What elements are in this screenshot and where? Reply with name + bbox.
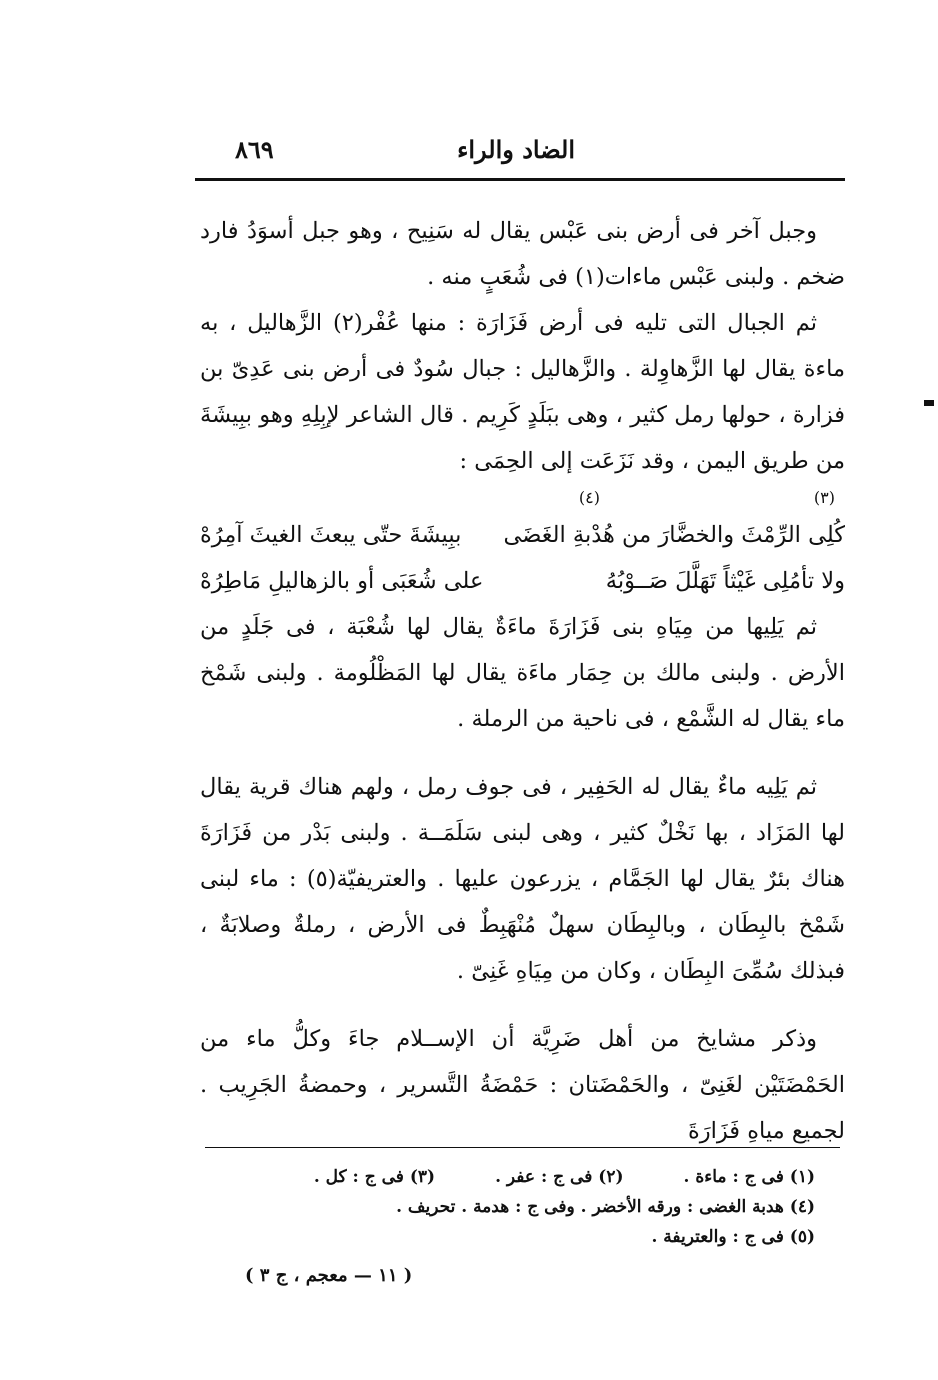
- running-header: [195, 135, 845, 175]
- running-title: الضاد والراء: [457, 135, 575, 164]
- poem: [200, 484, 845, 604]
- signature-line: ( ١١ — معجم ، ج ٣ ): [245, 1265, 413, 1286]
- poem-note-markers: [200, 484, 845, 512]
- paragraph-4: ثم يَلِيه ماءٌ يقال له الحَفِير ، فى جوف رمل ، ولهم هناك قرية يقال لها المَزَاد ، بها نَخْلٌ كثير ، وهى لبنى سَلَمَــة . ولبنى بَدْر من فَزَارَةَ هناك بئرٌ يقال لها الجَمَّام ، يزرعون عليها . والعتريفيّة(٥) : ماء لبنى شَمْخ بالبِطَان ، وبالبِطَان سهلٌ مُنْهَبِطٌ فى الأرض ، رملةٌ وصلابَةٌ ، فبذلك سُمِّىَ البِطَان ، وكان من مِيَاهِ غَنِىّ .: [200, 774, 845, 984]
- paragraph-5: وذكر مشايخ من أهل ضَرِيَّة أن الإســلام جاءَ وكلُّ ماء من الحَمْضَتَيْن لغَنِىّ ، والحَمْضَتان : حَمْضَةُ التَّسرير ، وحمضةُ الجَرِيب . لجميع مياهِ فَزَارَةَ: [200, 1026, 845, 1144]
- main-text: [200, 208, 845, 1154]
- footnote-rule: [205, 1147, 840, 1148]
- footnote-2: (٢) فى ج : عفر .: [495, 1167, 624, 1187]
- poem-verse-2: [200, 558, 845, 604]
- footnote-1: (١) فى ج : ماءة .: [683, 1167, 815, 1187]
- margin-mark: [924, 400, 934, 406]
- paragraph-2: ثم الجبال التى تليه فى أرض فَزَارَة : منها عُفْر(٢) الزَّهاليل ، به ماءة يقال لها الزَّهاوِلة . والزَّهاليل : جبال سُودٌ فى أرض بنى عَدِىّ بن فزارة ، حولها رمل كثير ، وهى ببَلَدٍ كَرِيم . قال الشاعر لإبِلِهِ وهو ببِيشَةَ من طريق اليمن ، وقد نَزَعَت إلى الحِمَى :: [200, 310, 845, 474]
- header-rule: [195, 178, 845, 181]
- footnote-row-1: [240, 1162, 815, 1192]
- page-number: ٨٦٩: [235, 135, 274, 164]
- verse-1-first-hemistich: كُلِى الرِّمْثَ والخضَّارَ من هُدْبةِ الغَضَى: [503, 522, 845, 548]
- footnote-5: (٥) فى ج : والعتريفة .: [651, 1227, 815, 1247]
- poem-note-marker-3: (٣): [813, 488, 835, 507]
- verse-2-second-hemistich: على شُعَبَى أو بالزهاليلِ مَاطِرُهْ: [200, 568, 484, 594]
- footnote-3: (٣) فى ج : كل .: [313, 1167, 436, 1187]
- paragraph-3: ثم يَلِيها من مِيَاهِ بنى فَزَارَةَ ماءَةٌ يقال لها شُعْبَة ، فى جَلَدٍ من الأرض . ولبنى مالك بن حِمَار ماءَة يقال لها المَظْلُومة . ولبنى شَمْخ ماء يقال له الشَّمْع ، فى ناحية من الرملة .: [200, 614, 845, 732]
- paragraph-1: وجبل آخر فى أرض بنى عَبْس يقال له سَنِيح ، وهو جبل أسوَدُ فارد ضخم . ولبنى عَبْس ماءات(١) فى شُعَبٍ منه .: [200, 218, 845, 290]
- verse-1-second-hemistich: ببِيشَةَ حتّى يبعثَ الغيثَ آمِرُهْ: [200, 522, 462, 548]
- poem-verse-1: [200, 512, 845, 558]
- poem-note-marker-4: (٤): [578, 488, 600, 507]
- footnotes: [240, 1162, 815, 1252]
- verse-2-first-hemistich: ولا تأمُلِى غَيْثاً تَهَلَّلَ صَــوْبُهُ: [605, 568, 845, 594]
- footnote-4: (٤) هدبة الغضى : ورقه الأخضر . وفى ج : هدمة . تحريف .: [396, 1197, 815, 1217]
